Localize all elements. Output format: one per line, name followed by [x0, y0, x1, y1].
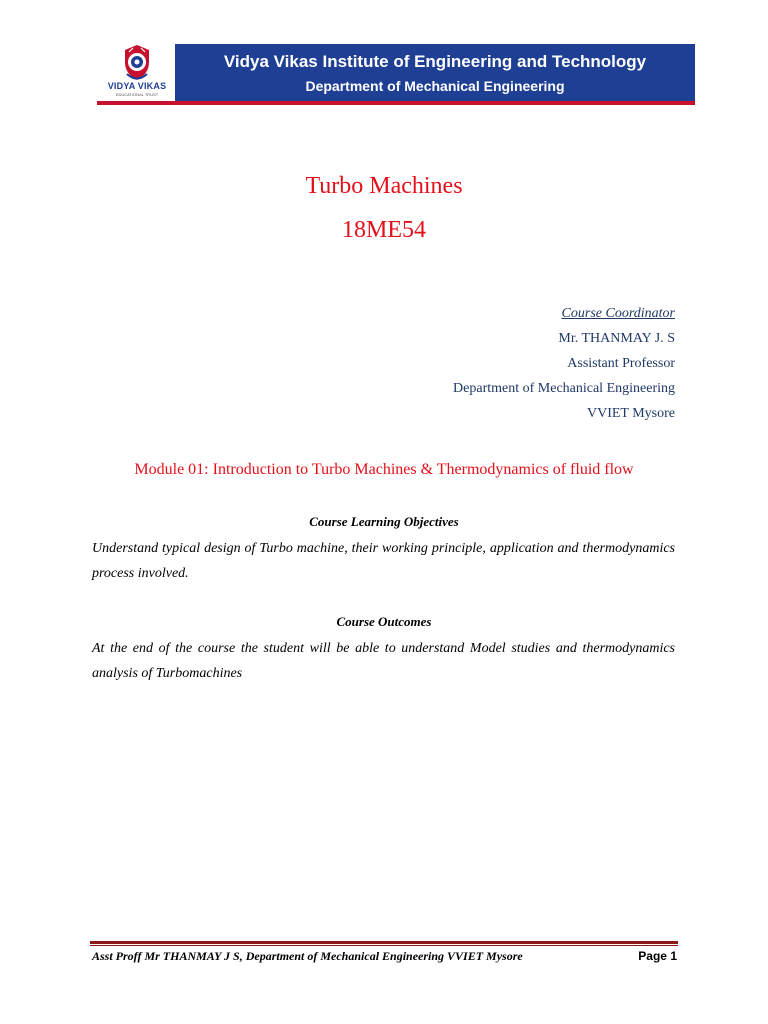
module-heading: Module 01: Introduction to Turbo Machines & Thermodynamics of fluid flow — [134, 461, 634, 478]
objectives-text: Understand typical design of Turbo machine, their working principle, application and thermodynamics process involved. — [92, 541, 675, 581]
coordinator-label: Course Coordinator — [561, 306, 675, 321]
outcomes-heading: Course Outcomes — [336, 614, 432, 629]
coordinator-name: Mr. THANMAY J. S — [558, 331, 675, 346]
coordinator-designation: Assistant Professor — [567, 356, 675, 371]
coordinator-department: Department of Mechanical Engineering — [453, 381, 675, 396]
objectives-heading: Course Learning Objectives — [309, 514, 459, 529]
logo-subtext: EDUCATIONAL TRUST — [115, 92, 159, 97]
logo-emblem-icon — [100, 44, 174, 84]
coordinator-institute: VVIET Mysore — [586, 406, 675, 421]
institute-logo — [100, 44, 174, 101]
footer-rule — [90, 941, 678, 944]
banner-underline — [97, 101, 695, 105]
outcomes-text: At the end of the course the student will be able to understand Model studies and thermodynamics analysis of Turbomachines — [92, 641, 675, 681]
banner-title-box — [175, 44, 695, 102]
institute-name: Vidya Vikas Institute of Engineering and Technology — [223, 52, 647, 71]
footer-author: Asst Proff Mr THANMAY J S, Department of Mechanical Engineering VVIET Mysore — [92, 949, 523, 963]
footer-rule-thin — [90, 945, 678, 946]
logo-text: VIDYA VIKAS — [107, 81, 167, 91]
page-number: Page 1 — [638, 949, 677, 963]
course-title: Turbo Machines — [305, 173, 463, 199]
department-name: Department of Mechanical Engineering — [305, 78, 565, 94]
course-code: 18ME54 — [342, 217, 426, 243]
header-banner — [97, 44, 695, 104]
